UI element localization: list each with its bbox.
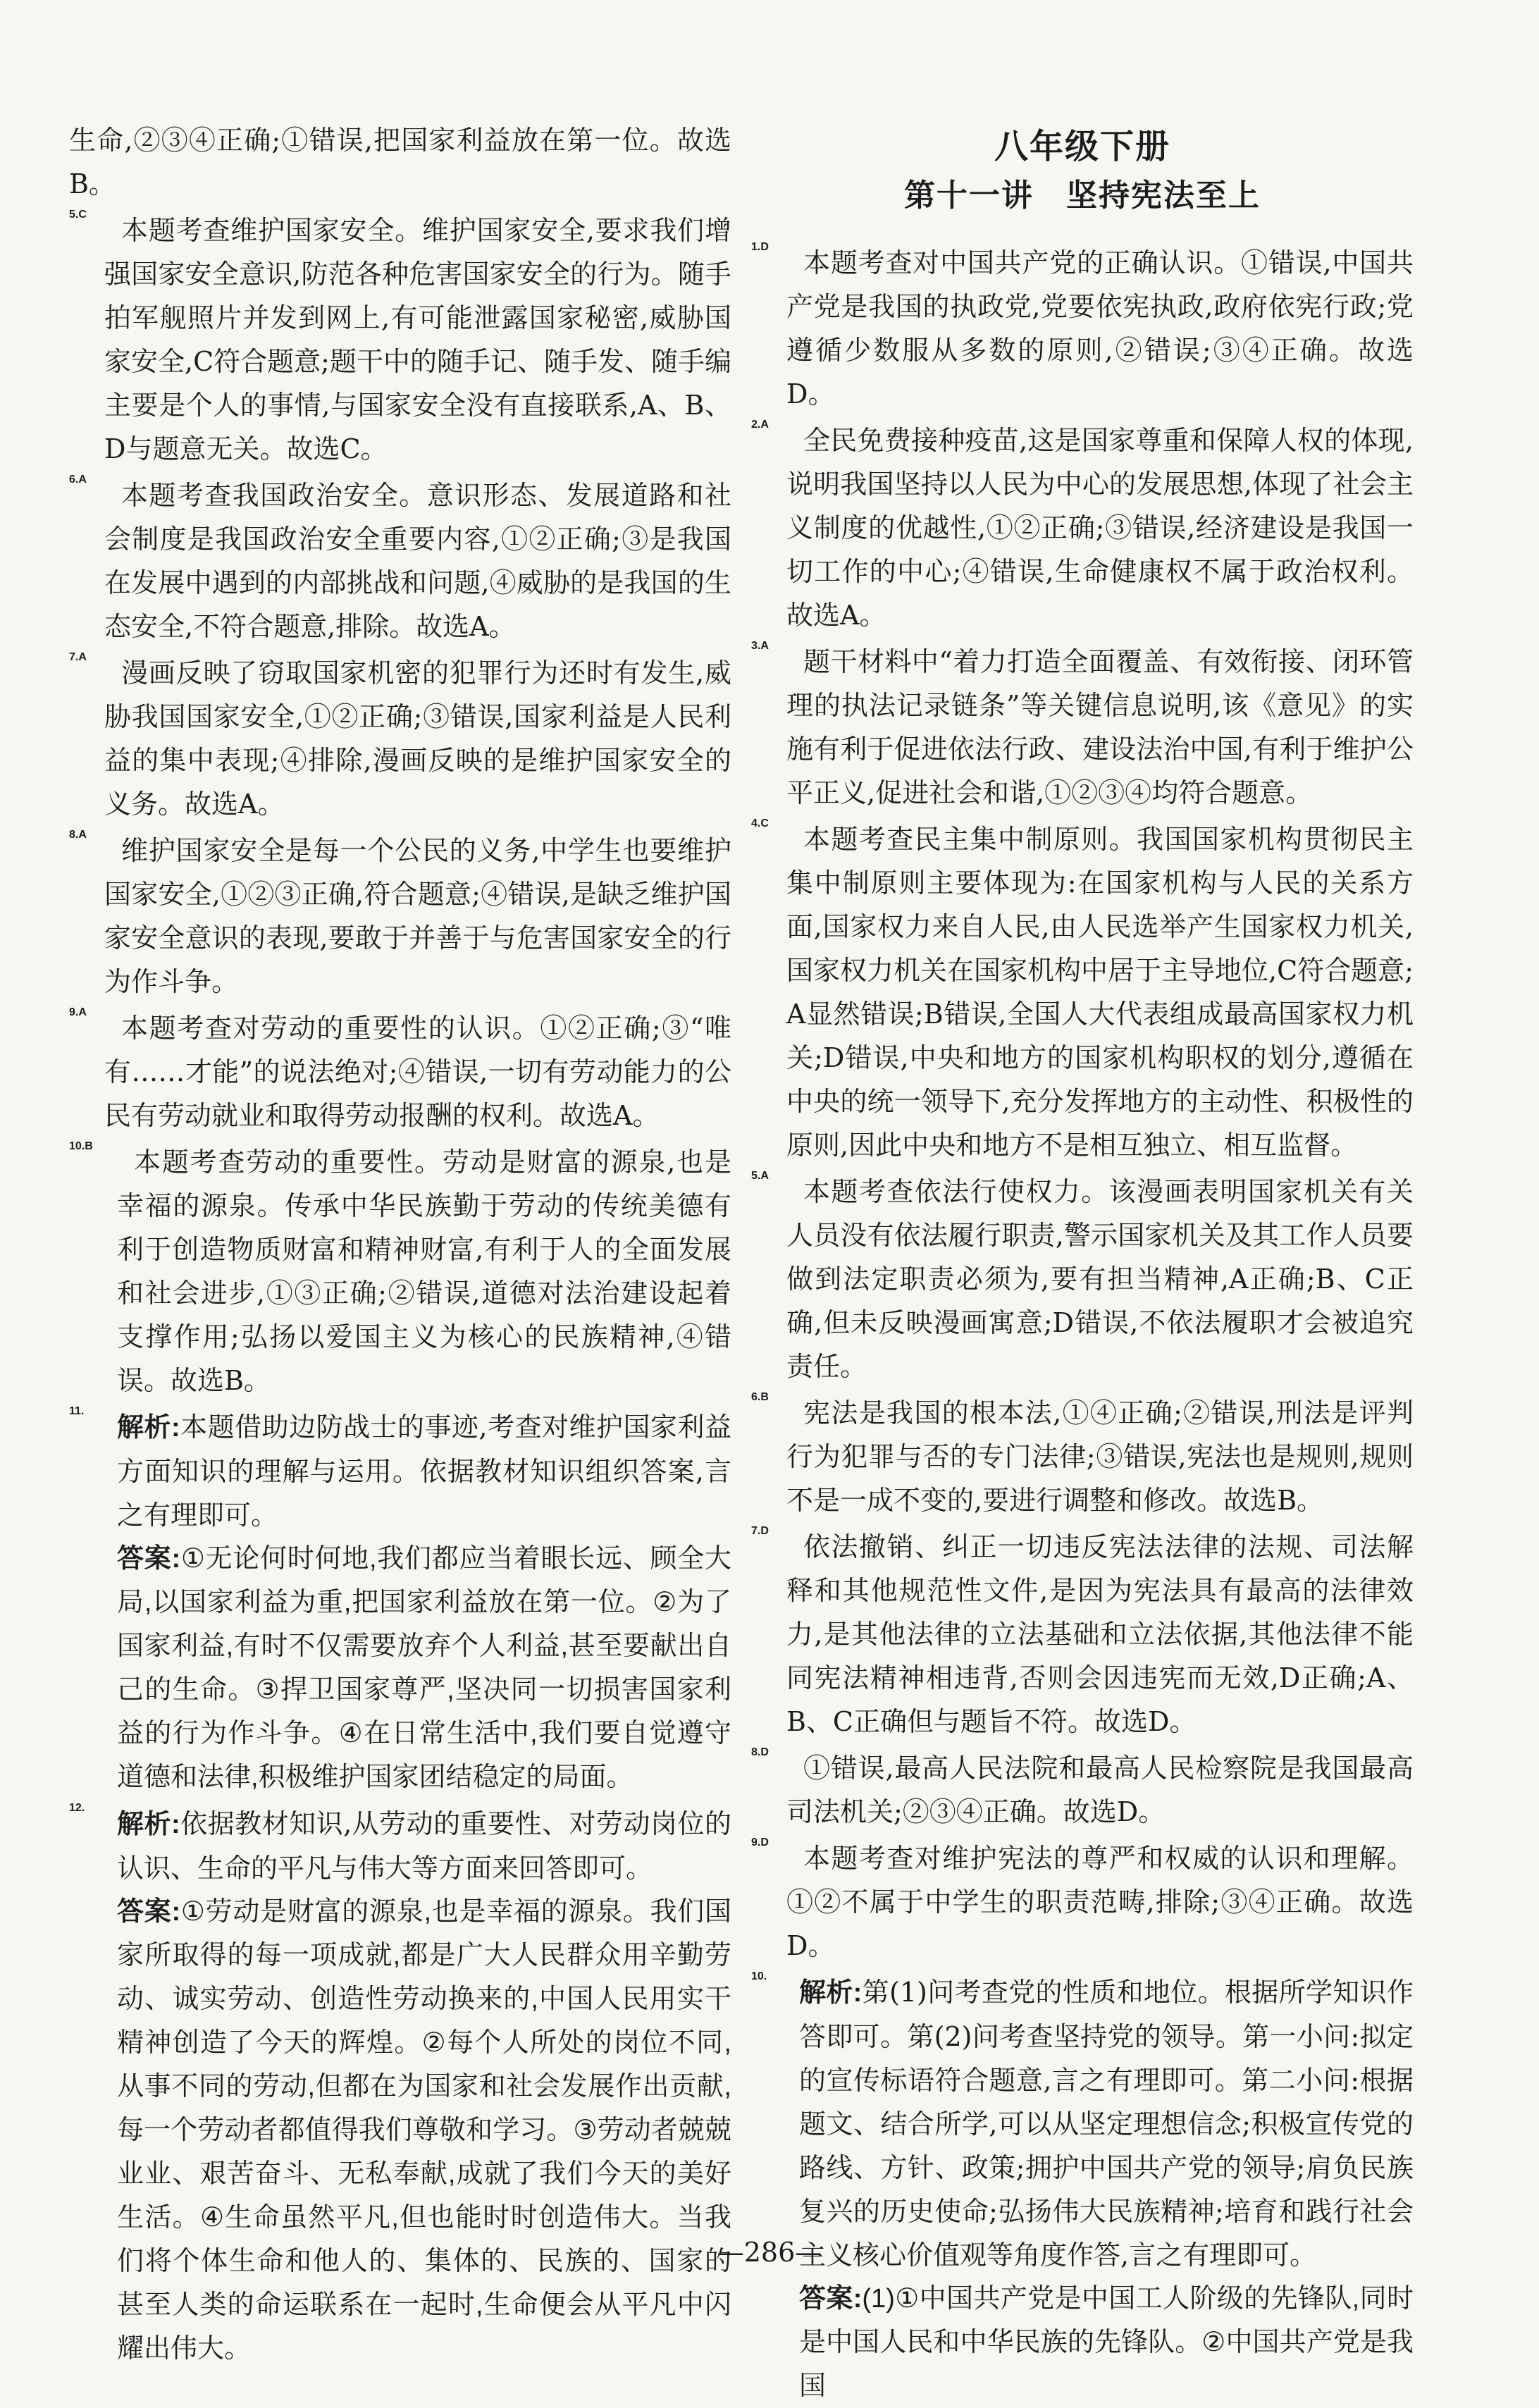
answer-label: 答案: <box>117 1544 181 1574</box>
answer-text: ①无论何时何地,我们都应当着眼长远、顾全大局,以国家利益为重,把国家利益放在第一位。②为了国家利益,有时不仅需要放弃个人利益,甚至要献出自己的生命。③捍卫国家尊严,坚决同一切损害国家利益的行为作斗争。④在日常生活中,我们要自觉遵守道德和法律,积极维护国家团结稳定的局面。 <box>117 1544 731 1792</box>
answer-text: (1)①中国共产党是中国工人阶级的先锋队,同时是中国人民和中华民族的先锋队。②中国共产党是我国 <box>799 2284 1414 2401</box>
question-text: 全民免费接种疫苗,这是国家尊重和保障人权的体现,说明我国坚持以人民为中心的发展思想,体现了社会主义制度的优越性,①②正确;③错误,经济建设是我国一切工作的中心;④错误,生命健康权不属于政治权利。故选A。 <box>786 425 1414 631</box>
question-number: 8.A <box>69 829 87 841</box>
question-10 <box>69 1140 731 1402</box>
continuation-text: 生命,②③④正确;①错误,把国家利益放在第一位。故选B。 <box>69 125 731 199</box>
question-text: 本题考查劳动的重要性。劳动是财富的源泉,也是幸福的源泉。传承中华民族勤于劳动的传统美德有利于创造物质财富和精神财富,有利于人的全面发展和社会进步,①③正确;②错误,道德对法治建设起着支撑作用;弘扬以爱国主义为核心的民族精神,④错误。故选B。 <box>117 1147 731 1396</box>
analysis-paragraph <box>117 1405 731 1537</box>
question-text: 题干材料中“着力打造全面覆盖、有效衔接、闭环管理的执法记录链条”等关键信息说明,该《意见》的实施有利于促进依法行政、建设法治中国,有利于维护公平正义,促进社会和谐,①②③④均符合题意。 <box>786 646 1414 808</box>
question-11 <box>69 1405 731 1799</box>
question-10 <box>751 1970 1414 2408</box>
answer-paragraph <box>799 2277 1414 2408</box>
question-text: 维护国家安全是每一个公民的义务,中学生也要维护国家安全,①②③正确,符合题意;④错误,是缺乏维护国家安全意识的表现,要敢于并善于与危害国家安全的行为作斗争。 <box>104 835 731 997</box>
question-number: 5.A <box>751 1170 769 1182</box>
question-number: 7.A <box>69 651 87 663</box>
question-2 <box>751 419 1414 637</box>
analysis-label: 解析: <box>117 1810 180 1839</box>
question-number: 6.B <box>751 1391 769 1403</box>
question-number: 2.A <box>751 419 769 431</box>
question-8 <box>69 829 731 1004</box>
answer-paragraph <box>117 1890 731 2371</box>
question-number: 8.D <box>751 1746 769 1758</box>
left-column <box>69 118 731 2371</box>
question-6 <box>69 474 731 648</box>
question-1 <box>751 241 1414 416</box>
question-3 <box>751 640 1414 815</box>
analysis-text: 本题借助边防战士的事迹,考查对维护国家利益方面知识的理解与运用。依据教材知识组织答案,言之有理即可。 <box>117 1412 731 1531</box>
question-text: 本题考查维护国家安全。维护国家安全,要求我们增强国家安全意识,防范各种危害国家安全的行为。随手拍军舰照片并发到网上,有可能泄露国家秘密,威胁国家安全,C符合题意;题干中的随手记、随手发、随手编主要是个人的事情,与国家安全没有直接联系,A、B、D与题意无关。故选C。 <box>104 215 731 464</box>
question-number: 10.B <box>69 1140 93 1152</box>
right-column <box>751 124 1414 2408</box>
question-7 <box>751 1525 1414 1743</box>
question-text: 本题考查依法行使权力。该漫画表明国家机关有关人员没有依法履行职责,警示国家机关及其工作人员要做到法定职责必须为,要有担当精神,A正确;B、C正确,但未反映漫画寓意;D错误,不依法履职才会被追究责任。 <box>786 1176 1414 1382</box>
question-number: 1.D <box>751 241 769 253</box>
analysis-text: 依据教材知识,从劳动的重要性、对劳动岗位的认识、生命的平凡与伟大等方面来回答即可。 <box>117 1808 731 1884</box>
question-4 <box>751 817 1414 1167</box>
analysis-text: 第(1)问考查党的性质和地位。根据所学知识作答即可。第(2)问考查坚持党的领导。第一小问:拟定的宣传标语符合题意,言之有理即可。第二小问:根据题文、结合所学,可以从坚定理想信念;积极宣传党的路线、方针、政策;拥护中国共产党的领导;肩负民族复兴的历史使命;弘扬伟大民族精神;培育和践行社会主义核心价值观等角度作答,言之有理即可。 <box>799 1977 1414 2271</box>
question-text: 本题考查民主集中制原则。我国国家机构贯彻民主集中制原则主要体现为:在国家机构与人民的关系方面,国家权力来自人民,由人民选举产生国家权力机关,国家权力机关在国家机构中居于主导地位,C符合题意;A显然错误;B错误,全国人大代表组成最高国家权力机关;D错误,中央和地方的国家机构职权的划分,遵循在中央的统一领导下,充分发挥地方的主动性、积极性的原则,因此中央和地方不是相互独立、相互监督。 <box>786 824 1414 1161</box>
book-title: 八年级下册 <box>994 127 1170 166</box>
question-text: 漫画反映了窃取国家机密的犯罪行为还时有发生,威胁我国国家安全,①②正确;③错误,国家利益是人民利益的集中表现;④排除,漫画反映的是维护国家安全的义务。故选A。 <box>104 657 731 820</box>
lecture-title: 第十一讲 坚持宪法至上 <box>904 178 1261 214</box>
question-5 <box>751 1170 1414 1388</box>
question-text: 依法撤销、纠正一切违反宪法法律的法规、司法解释和其他规范性文件,是因为宪法具有最高的法律效力,是其他法律的立法基础和立法依据,其他法律不能同宪法精神相违背,否则会因违宪而无效,D正确;A、B、C正确但与题旨不符。故选D。 <box>786 1531 1414 1737</box>
question-number: 9.A <box>69 1006 87 1018</box>
question-number: 7.D <box>751 1525 769 1537</box>
question-text: 本题考查我国政治安全。意识形态、发展道路和社会制度是我国政治安全重要内容,①②正确;③是我国在发展中遇到的内部挑战和问题,④威胁的是我国的生态安全,不符合题意,排除。故选A。 <box>104 480 731 642</box>
question-9 <box>751 1836 1414 1968</box>
question-12 <box>69 1802 731 2371</box>
question-text: 本题考查对劳动的重要性的认识。①②正确;③“唯有……才能”的说法绝对;④错误,一切有劳动能力的公民有劳动就业和取得劳动报酬的权利。故选A。 <box>104 1013 731 1131</box>
question-number: 5.C <box>69 209 87 221</box>
analysis-label: 解析: <box>117 1413 180 1443</box>
answer-text: ①劳动是财富的源泉,也是幸福的源泉。我们国家所取得的每一项成就,都是广大人民群众用辛勤劳动、诚实劳动、创造性劳动换来的,中国人民用实干精神创造了今天的辉煌。②每个人所处的岗位不同,从事不同的劳动,但都在为国家和社会发展作出贡献,每一个劳动者都值得我们尊敬和学习。③劳动者兢兢业业、艰苦奋斗、无私奉献,成就了我们今天的美好生活。④生命虽然平凡,但也能时时创造伟大。当我们将个体生命和他人的、集体的、民族的、国家的甚至人类的命运联系在一起时,生命便会从平凡中闪耀出伟大。 <box>117 1897 731 2364</box>
question-number: 11. <box>69 1405 85 1417</box>
question-text: 本题考查对维护宪法的尊严和权威的认识和理解。①②不属于中学生的职责范畴,排除;③④正确。故选D。 <box>786 1843 1414 1961</box>
question-number: 4.C <box>751 817 769 829</box>
question-9 <box>69 1006 731 1137</box>
analysis-paragraph <box>799 1970 1414 2277</box>
answer-label: 答案: <box>117 1897 181 1927</box>
question-8 <box>751 1746 1414 1834</box>
question-6 <box>751 1391 1414 1522</box>
page-number: —286— <box>717 2237 822 2268</box>
analysis-paragraph <box>117 1802 731 1890</box>
question-number: 9.D <box>751 1836 769 1848</box>
question-number: 10. <box>751 1970 767 1982</box>
question-text: 宪法是我国的根本法,①④正确;②错误,刑法是评判行为犯罪与否的专门法律;③错误,宪法也是规则,规则不是一成不变的,要进行调整和修改。故选B。 <box>786 1397 1414 1516</box>
question-7 <box>69 651 731 826</box>
analysis-label: 解析: <box>799 1978 863 2008</box>
answer-label: 答案: <box>799 2284 863 2314</box>
answer-paragraph <box>117 1537 731 1799</box>
question-text: ①错误,最高人民法院和最高人民检察院是我国最高司法机关;②③④正确。故选D。 <box>786 1753 1414 1827</box>
question-text: 本题考查对中国共产党的正确认识。①错误,中国共产党是我国的执政党,党要依宪执政,政府依宪行政;党遵循少数服从多数的原则,②错误;③④正确。故选D。 <box>786 247 1414 409</box>
question-5 <box>69 209 731 471</box>
question-number: 3.A <box>751 640 769 652</box>
question-number: 12. <box>69 1802 85 1814</box>
question-number: 6.A <box>69 474 87 486</box>
